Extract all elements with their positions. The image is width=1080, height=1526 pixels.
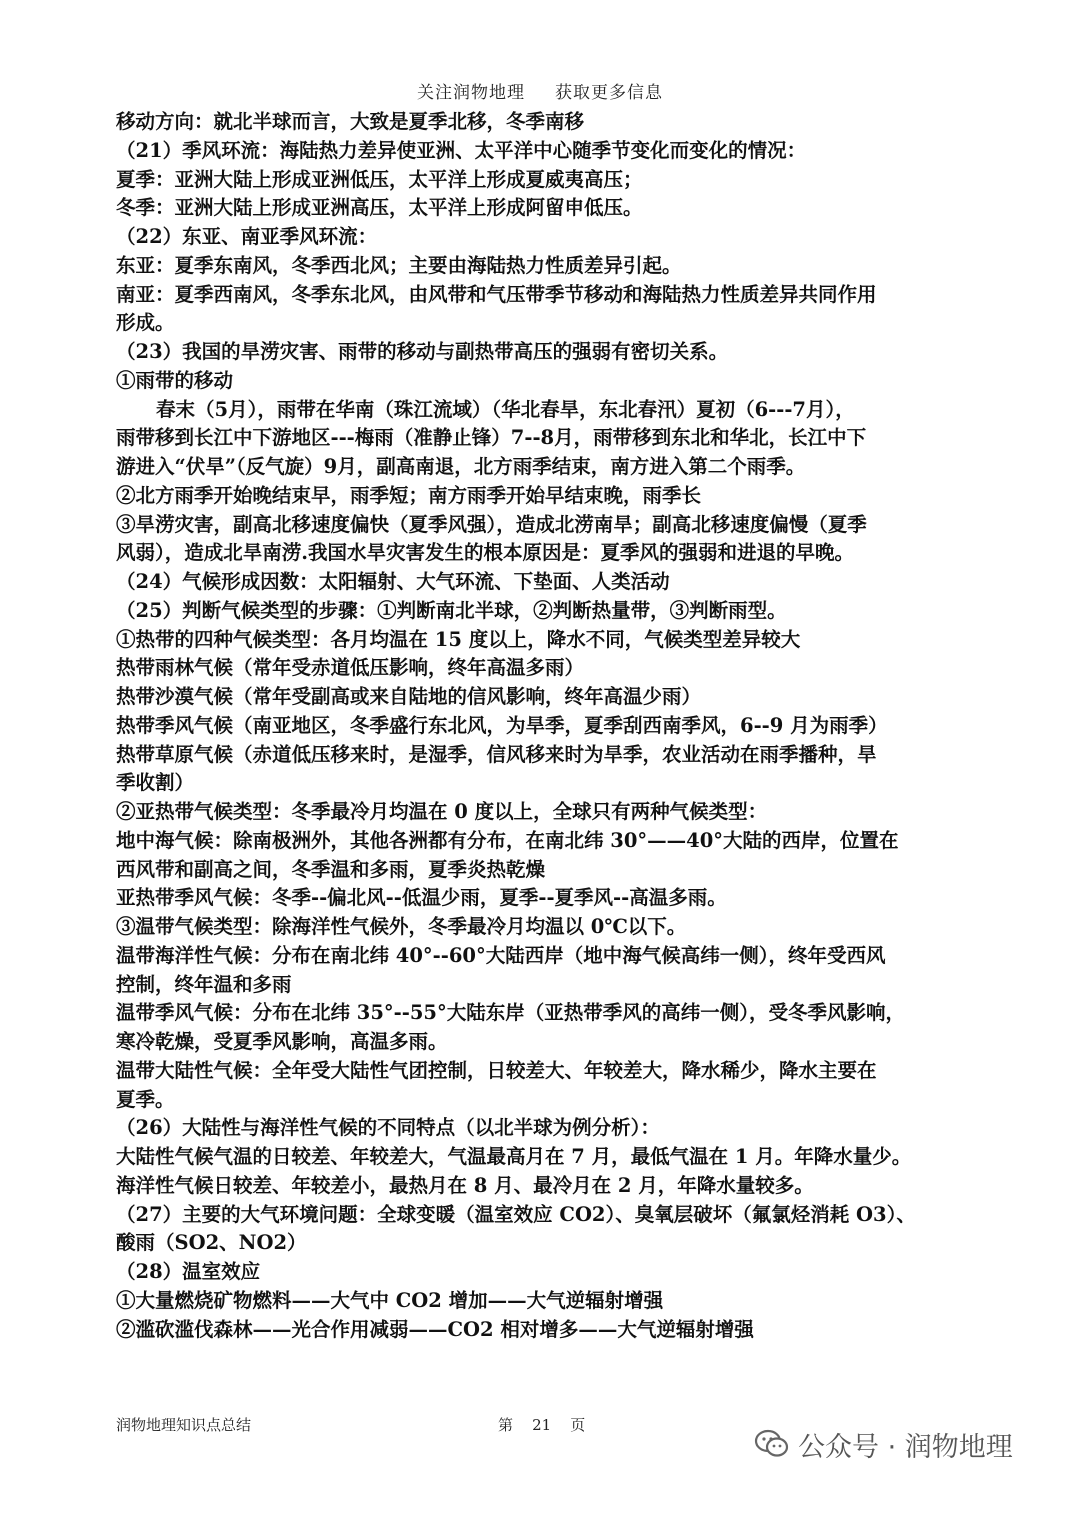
text-line: 季收割） xyxy=(116,771,195,795)
text-line: 温带大陆性气候：全年受大陆性气团控制，日较差大、年较差大，降水稀少，降水主要在 xyxy=(116,1058,877,1082)
text-line: 热带草原气候（赤道低压移来时，是湿季，信风移来时为旱季，农业活动在雨季播种，旱 xyxy=(116,742,877,766)
text-line: 风弱），造成北旱南涝.我国水旱灾害发生的根本原因是：夏季风的强弱和进退的早晚。 xyxy=(116,541,855,565)
text-line: （23）我国的旱涝灾害、雨带的移动与副热带高压的强弱有密切关系。 xyxy=(116,340,729,363)
wechat-icon xyxy=(754,1428,790,1460)
text-line: 热带雨林气候（常年受赤道低压影响，终年高温多雨） xyxy=(116,656,585,680)
text-line: 南亚：夏季西南风，冬季东北风，由风带和气压带季节移动和海陆热力性质差异共同作用 xyxy=(116,282,877,306)
text-line: （26）大陆性与海洋性气候的不同特点（以北半球为例分析）： xyxy=(116,1116,660,1140)
text-line: （28）温室效应 xyxy=(116,1260,261,1283)
text-line: 寒冷乾燥，受夏季风影响，高温多雨。 xyxy=(116,1030,448,1053)
text-line: （24）气候形成因数：太阳辐射、大气环流、下垫面、人类活动 xyxy=(116,570,670,593)
footer-title: 润物地理知识点总结 xyxy=(116,1416,252,1434)
document-body xyxy=(116,108,972,1344)
text-line: 雨带移到长江中下游地区---梅雨（准静止锋）7--8月，雨带移到东北和华北，长江中下 xyxy=(116,426,867,450)
text-line: 温带海洋性气候：分布在南北纬 40°--60°大陆西岸（地中海气候高纬一侧），终年受西风 xyxy=(116,943,886,967)
watermark xyxy=(754,1424,1013,1464)
text-line: 控制，终年温和多雨 xyxy=(116,972,292,996)
text-line: ②滥砍滥伐森林——光合作用减弱——CO2 相对增多——大气逆辐射增强 xyxy=(116,1317,754,1341)
text-line: （22）东亚、南亚季风环流： xyxy=(116,225,378,248)
text-line: 夏季：亚洲大陆上形成亚洲低压，太平洋上形成夏威夷高压； xyxy=(116,167,643,191)
page-prefix: 第 xyxy=(498,1416,514,1434)
text-line: 亚热带季风气候：冬季--偏北风--低温少雨，夏季--夏季风--高温多雨。 xyxy=(116,886,727,910)
text-line: ③温带气候类型：除海洋性气候外，冬季最冷月均温以 0℃以下。 xyxy=(116,915,687,938)
watermark-text: 公众号 · 润物地理 xyxy=(798,1431,1013,1463)
text-line: 形成。 xyxy=(116,311,175,335)
text-line: 西风带和副高之间，冬季温和多雨，夏季炎热乾燥 xyxy=(116,857,546,881)
header-right-text: 获取更多信息 xyxy=(555,83,663,103)
text-line: 大陆性气候气温的日较差、年较差大，气温最高月在 7 月，最低气温在 1 月。年降水量少。 xyxy=(116,1145,912,1168)
text-line: ②北方雨季开始晚结束早，雨季短；南方雨季开始早结束晚，雨季长 xyxy=(116,483,702,507)
text-line: ①热带的四种气候类型：各月均温在 15 度以上，降水不同，气候类型差异较大 xyxy=(116,627,801,651)
text-line: 游进入“伏旱”（反气旋）9月，副高南退，北方雨季结束，南方进入第二个雨季。 xyxy=(116,455,806,478)
text-line: 地中海气候：除南极洲外，其他各洲都有分布，在南北纬 30°——40°大陆的西岸，位置在 xyxy=(116,828,899,852)
text-line: 酸雨（SO2、NO2） xyxy=(116,1231,307,1255)
text-line: 春末（5月），雨带在华南（珠江流域）（华北春旱，东北春汛）夏初（6---7月）， xyxy=(156,397,855,421)
text-line: （27）主要的大气环境问题：全球变暖（温室效应 CO2）、臭氧层破坏（氟氯烃消耗 O3）、 xyxy=(116,1202,916,1226)
text-line: 海洋性气候日较差、年较差小，最热月在 8 月、最冷月在 2 月，年降水量较多。 xyxy=(116,1173,814,1197)
text-line: 热带季风气候（南亚地区，冬季盛行东北风，为旱季，夏季刮西南季风，6--9 月为雨季） xyxy=(116,713,888,737)
text-line: ②亚热带气候类型：冬季最冷月均温在 0 度以上，全球只有两种气候类型： xyxy=(116,800,768,823)
text-line: ③旱涝灾害，副高北移速度偏快（夏季风强），造成北涝南旱；副高北移速度偏慢（夏季 xyxy=(116,512,867,536)
text-line: 移动方向：就北半球而言，大致是夏季北移，冬季南移 xyxy=(116,110,585,133)
text-line: 热带沙漠气候（常年受副高或来自陆地的信风影响，终年高温少雨） xyxy=(116,685,702,708)
header-left-text: 关注润物地理 xyxy=(417,83,525,103)
text-line: ①大量燃烧矿物燃料——大气中 CO2 增加——大气逆辐射增强 xyxy=(116,1288,664,1312)
page-header xyxy=(0,78,1080,103)
text-line: （21）季风环流：海陆热力差异使亚洲、太平洋中心随季节变化而变化的情况： xyxy=(116,138,807,162)
text-line: 温带季风气候：分布在北纬 35°--55°大陆东岸（亚热带季风的高纬一侧），受冬季风影响， xyxy=(116,1001,905,1025)
page-number-value: 21 xyxy=(532,1416,552,1434)
text-line: 东亚：夏季东南风，冬季西北风；主要由海陆热力性质差异引起。 xyxy=(116,253,682,277)
page-number xyxy=(498,1414,585,1435)
text-line: 夏季。 xyxy=(116,1087,175,1111)
page-suffix: 页 xyxy=(570,1416,586,1434)
text-line: （25）判断气候类型的步骤：①判断南北半球，②判断热量带，③判断雨型。 xyxy=(116,598,787,622)
text-line: ①雨带的移动 xyxy=(116,368,234,392)
text-line: 冬季：亚洲大陆上形成亚洲高压，太平洋上形成阿留申低压。 xyxy=(116,196,643,220)
